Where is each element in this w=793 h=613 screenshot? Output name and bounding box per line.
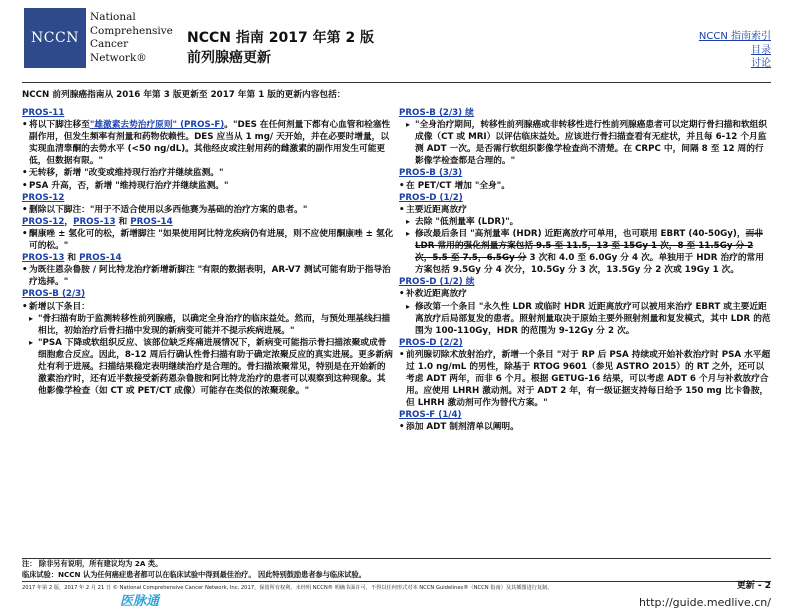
page-number: 更新 - 2 bbox=[736, 581, 771, 591]
sub-bullet-item: ▸ "PSA 下降或软组织反应、该部位缺乏疼痛进展情况下，新病变可能指示骨扫描浓聚或成骨细胞愈合反应。因此，8-12 周后行确认性骨扫描有助于确定浓聚反应的真实进展。更多新病灶有利于进展。扫描结果稳定表明继续治疗是合理的。骨扫描浓聚常见，特别是在开始新的激素治疗时，还有近半数接受新药恩杂鲁胺和阿比特龙治疗的患者可以观察到这种现象。其他影像学检查（如 CT 或 PET/CT 成像）可能存在类似的浓聚现象。" bbox=[22, 337, 394, 397]
bullet-item: • 为既往恩杂鲁胺 / 阿比特龙治疗新增新脚注 "有限的数据表明，AR-V7 测试可能有助于指导治疗选择。" bbox=[22, 264, 394, 288]
bullet-item: • 无转移，新增 "改变或维持现行治疗并继续监测。" bbox=[22, 167, 394, 179]
watermark-url: http://guide.medlive.cn/ bbox=[638, 596, 771, 609]
sub-bullet-item: ▸ "全身治疗期间，转移性前列腺癌或非转移性进行性前列腺癌患者可以定期行骨扫描和软组织成像（CT 或 MRI）以评估临床益处。应该进行骨扫描查看有无症状，并且每 6-12 个月监测 ADT 一次。是否需行软组织影像学检查尚不清楚。在 CRPC 中，间隔 8 至 12 周的行影像学检查都是合理的。" bbox=[399, 119, 771, 167]
section-link-prosb-cont[interactable]: PROS-B (2/3) 续 bbox=[399, 108, 474, 118]
footer-note: 注： 除非另有说明，所有建议均为 2A 类。 bbox=[22, 559, 163, 568]
header-divider bbox=[22, 82, 771, 83]
section-link-pros13b[interactable]: PROS-13 bbox=[22, 253, 65, 264]
org-line-4: Network® bbox=[90, 51, 147, 64]
bullet-item: • 酮康唑 ± 氢化可的松，新增脚注 "如果使用阿比特龙疾病仍有进展，则不应使用酮康唑 ± 氢化可的松。" bbox=[22, 228, 394, 252]
bullet-item: • 前列腺切除术放射治疗，新增一个条目 "对于 RP 后 PSA 持续或开始补救治疗时 PSA 水平超过 1.0 ng/mL 的男性，除基于 RTOG 9601（参见 ASTRO 2015）的 RT 之外，还可以考虑 ADT 两年，而非 6 个月。根据 GETUG-16 结果，可以考虑 ADT 6 个月与补救放疗合用。应使用 LHRH 激动剂。对于 ADT 2 年，有一级证据支持每日给予 150 mg 比卡鲁胺，但 LHRH 激动剂可作为替代方案。" bbox=[399, 349, 771, 409]
bullet-item: • 补救近距离放疗 bbox=[399, 288, 771, 300]
page-subtitle: 前列腺癌更新 bbox=[187, 50, 271, 66]
org-line-2: Comprehensive bbox=[90, 24, 173, 37]
section-link-pros11[interactable]: PROS-11 bbox=[22, 108, 65, 118]
guidelines-index-link[interactable]: NCCN 指南索引 bbox=[698, 31, 771, 42]
sub-bullet-item: ▸ 去除 "低剂量率 (LDR)"。 bbox=[399, 216, 771, 228]
org-line-3: Cancer bbox=[90, 38, 129, 50]
org-name bbox=[90, 11, 173, 65]
bullet-item: • 新增以下条目： bbox=[22, 301, 394, 313]
page-title: NCCN 指南 2017 年第 2 版 bbox=[187, 30, 375, 46]
section-link-pros13[interactable]: PROS-13 bbox=[73, 216, 116, 227]
left-column bbox=[22, 107, 394, 397]
separator: 和 bbox=[64, 253, 80, 264]
section-heading-pros13-14 bbox=[22, 252, 394, 264]
deleted-text: 而非 LDR 常用的强化剂量方案包括 9.5 至 11.5，13 至 15Gy 1 次，8 至 11.5Gy 分 2 次，5.5 至 7.5，6.5Gy 分 bbox=[415, 228, 763, 264]
logo-abbr: NCCN bbox=[31, 30, 79, 46]
bullet-item: • 在 PET/CT 增加 "全身"。 bbox=[399, 180, 771, 192]
section-link-pros14b[interactable]: PROS-14 bbox=[79, 253, 122, 264]
section-link-pros12[interactable]: PROS-12 bbox=[22, 192, 65, 203]
org-line-1: National bbox=[90, 11, 136, 23]
section-link-prosf[interactable]: PROS-F (1/4) bbox=[399, 410, 462, 421]
watermark-logo: 医脉通 bbox=[120, 594, 160, 609]
nccn-logo bbox=[24, 8, 86, 68]
bullet-text: 将以下脚注移至 bbox=[29, 120, 90, 131]
adt-principles-link[interactable]: "雄激素去势治疗原则" (PROS-F) bbox=[89, 120, 225, 131]
footer-notes bbox=[22, 558, 771, 582]
copyright-text: 2017 年第 2 版，2017 年 2 月 21 日 © National Comprehensive Cancer Network, Inc. 2017，保留所有权利。未经明 NCCN® 明确书面许可，不得以任何形式对本 NCCN Guidelines®（NCCN 指南）及其插图进行复制。 bbox=[22, 585, 553, 591]
section-link-pros14[interactable]: PROS-14 bbox=[130, 216, 173, 227]
toc-link[interactable]: 目录 bbox=[751, 44, 771, 56]
bullet-item: • 删除以下脚注："用于不适合使用以多西他赛为基础的治疗方案的患者。" bbox=[22, 204, 394, 216]
section-link-prosd2[interactable]: PROS-D (2/2) bbox=[399, 337, 463, 348]
section-link-prosd1[interactable]: PROS-D (1/2) bbox=[399, 192, 463, 203]
discussion-link[interactable]: 讨论 bbox=[751, 58, 771, 69]
top-links bbox=[699, 30, 771, 71]
bullet-item: • 主要近距离放疗 bbox=[399, 204, 771, 216]
footer-note: 临床试验：NCCN 认为任何癌症患者都可以在临床试验中得到最佳治疗。 因此特别鼓励患者参与临床试验。 bbox=[22, 569, 366, 579]
section-link-prosd1-cont[interactable]: PROS-D (1/2) 续 bbox=[399, 277, 475, 288]
bullet-text: 。"DES 在任何剂量下都有心血管和栓塞性副作用，但发生频率有剂量和药物依赖性。DES 应当从 1 mg/ 天开始，并在必要时增量，以实现血清睾酮的去势水平 (<50 ng/dL)。其他经皮或注射用药的雌激素的副作用发生可能更低，但数据有限。" bbox=[29, 120, 391, 167]
bullet-item: • 添加 ADT 制剂清单以阐明。 bbox=[399, 421, 771, 433]
right-column bbox=[399, 107, 771, 434]
separator: ， bbox=[64, 216, 74, 227]
bullet-text: 3 次和 4.0 至 6.0Gy 分 4 次。单独用于 HDR 治疗的常用方案包括 9.5Gy 分 4 次分，10.5Gy 分 3 次，13.5Gy 分 2 次或 19Gy 1 次。 bbox=[415, 253, 764, 276]
intro-text: NCCN 前列腺癌指南从 2016 年第 3 版更新至 2017 年第 1 版的更新内容包括： bbox=[22, 90, 346, 100]
separator: 和 bbox=[115, 216, 131, 227]
section-link-prosb[interactable]: PROS-B (2/3) bbox=[22, 289, 86, 300]
bullet-text: 修改最后条目 "高剂量率 (HDR) 近距离放疗可单用，也可联用 EBRT (40-50Gy)， bbox=[415, 228, 746, 239]
sub-bullet-item bbox=[399, 228, 771, 276]
section-link-prosb3[interactable]: PROS-B (3/3) bbox=[399, 168, 463, 179]
bullet-item bbox=[22, 119, 394, 167]
bullet-item: • PSA 升高，否，新增 "维持现行治疗并继续监测。" bbox=[22, 180, 394, 192]
sub-bullet-item: ▸ 修改第一个条目 "永久性 LDR 或临时 HDR 近距离放疗可以被用来治疗 EBRT 或主要近距离放疗后局部复发的患者。照射剂量取决于原始主要外照射剂量和复发模式，其中 LDR 的范围为 100-110Gy，HDR 的范围为 9-12Gy 分 2 次。 bbox=[399, 301, 771, 337]
sub-bullet-item: ▸ "骨扫描有助于监测转移性前列腺癌，以确定全身治疗的临床益处。然而，与预处理基线扫描相比，初始治疗后骨扫描中发现的新病变可能并不提示疾病进展。" bbox=[22, 313, 394, 337]
section-heading-pros12-14 bbox=[22, 216, 394, 228]
section-link-pros12b[interactable]: PROS-12 bbox=[22, 216, 65, 227]
